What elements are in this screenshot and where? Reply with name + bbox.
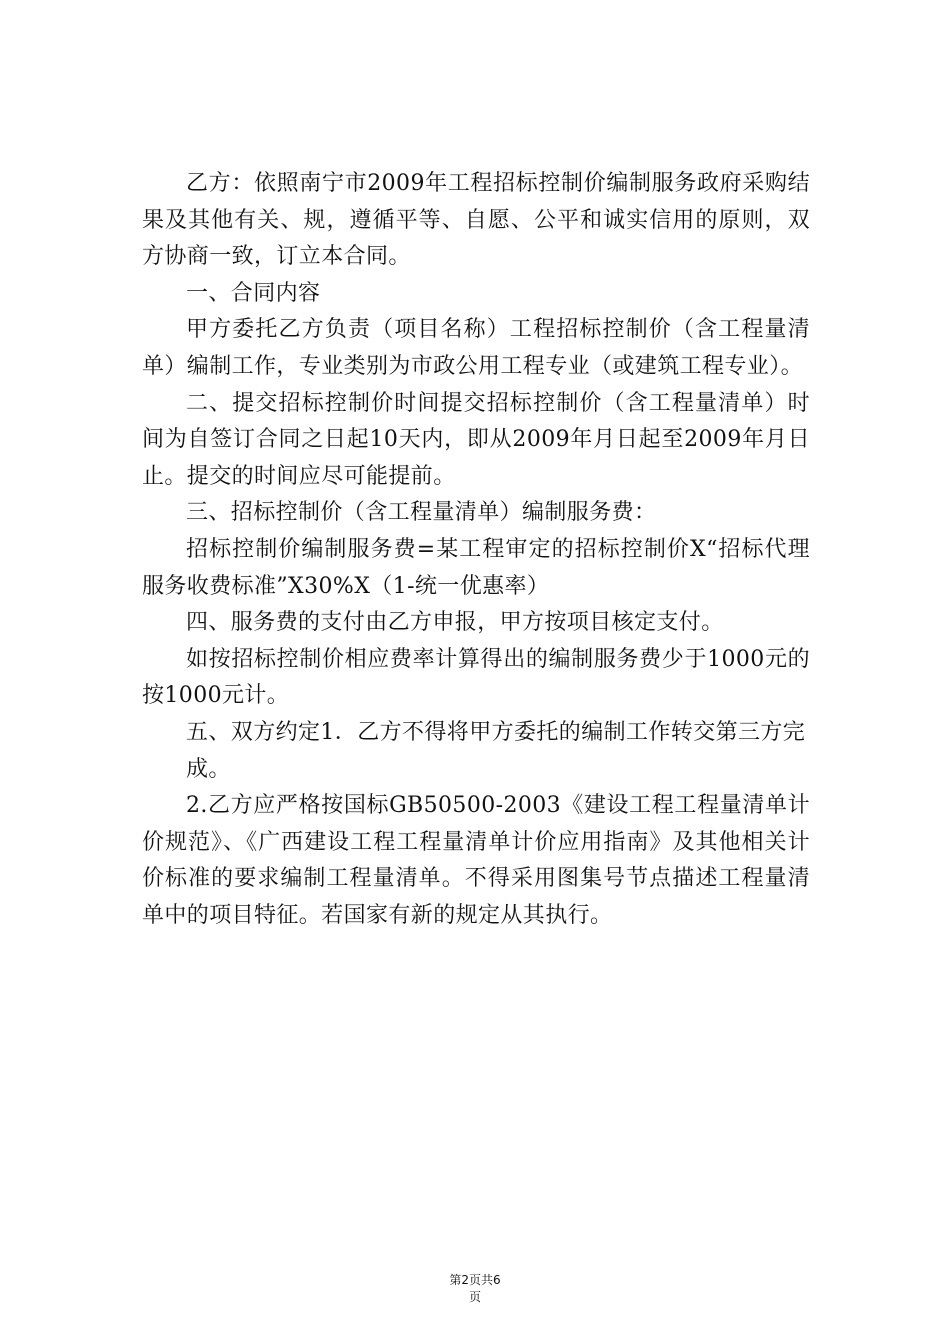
- page-number-line2: 页: [468, 1290, 481, 1304]
- section-payment: 四、服务费的支付由乙方申报，甲方按项目核定支付。: [186, 610, 724, 636]
- page-number-line1: 第2页共6: [449, 1273, 501, 1287]
- paragraph-party-b-intro: 乙方：依照南宁市2009年工程招标控制价编制服务政府采购结果及其他有关、规，遵循平等、自愿、公平和诚实信用的原则，双方协商一致，订立本合同。: [142, 171, 810, 270]
- section-agreement-continued: 成。: [186, 756, 231, 782]
- paragraph-standards: 2.乙方应严格按国标GB50500-2003《建设工程工程量清单计价规范》、《广西建设工程工程量清单计价应用指南》及其他相关计价标准的要求编制工程量清单。不得采用图集号节点描述工程量清单中的项目特征。若国家有新的规定从其执行。: [142, 793, 810, 928]
- paragraph-fee-formula: 招标控制价编制服务费=某工程审定的招标控制价X“招标代理服务收费标准”X30%X（1-统一优惠率）: [142, 536, 810, 599]
- section-submission-time: 二、提交招标控制价时间提交招标控制价（含工程量清单）时间为自签订合同之日起10天内，即从2009年月日起至2009年月日止。提交的时间应尽可能提前。: [142, 390, 810, 489]
- page-number-footer: [420, 1272, 530, 1306]
- document-body: [142, 166, 810, 934]
- section-heading-service-fee: 三、招标控制价（含工程量清单）编制服务费：: [186, 500, 657, 526]
- paragraph-commission: 甲方委托乙方负责（项目名称）工程招标控制价（含工程量清单）编制工作，专业类别为市政公用工程专业（或建筑工程专业）。: [142, 317, 810, 379]
- section-heading-contract-content: 一、合同内容: [186, 280, 321, 306]
- section-agreement: 五、双方约定1．乙方不得将甲方委托的编制工作转交第三方完: [186, 719, 806, 745]
- paragraph-minimum-fee: 如按招标控制价相应费率计算得出的编制服务费少于1000元的按1000元计。: [142, 646, 810, 709]
